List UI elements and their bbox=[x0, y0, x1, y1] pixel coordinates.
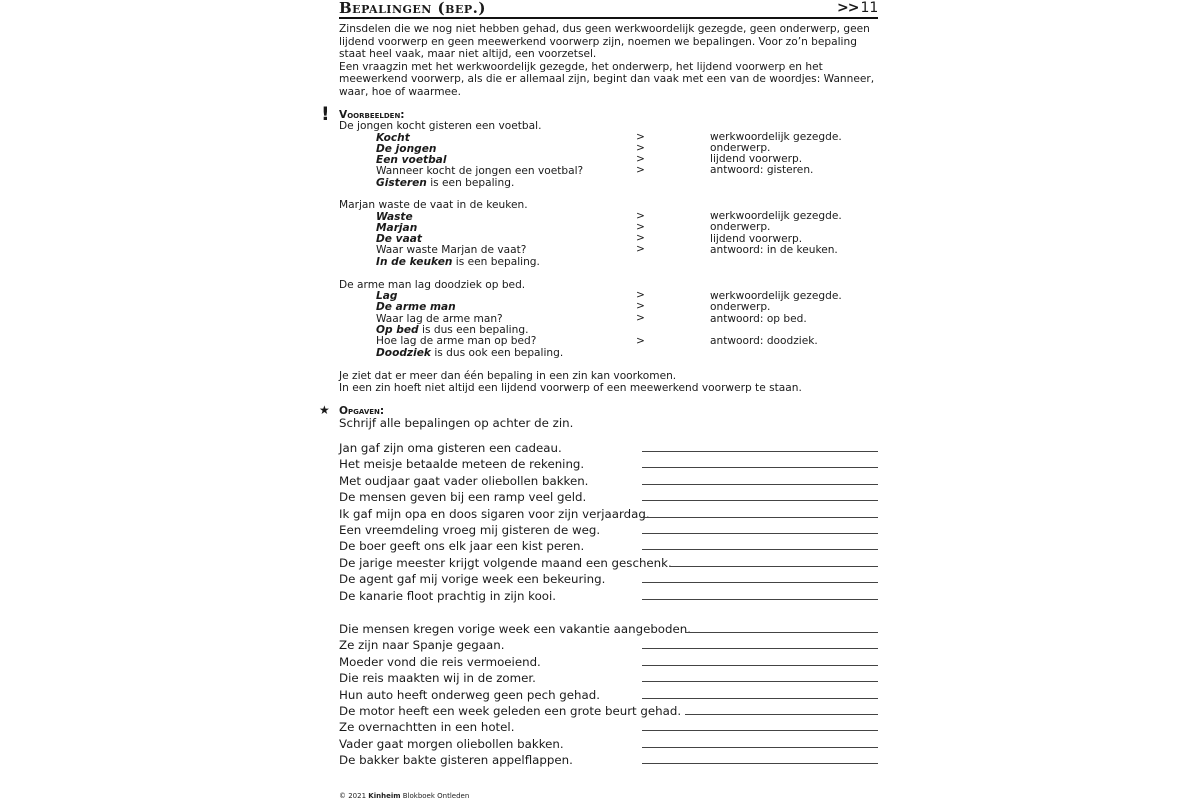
example-1-conclusion bbox=[376, 177, 514, 189]
answer-line[interactable] bbox=[642, 500, 878, 501]
example-3-answer-1: werkwoordelijk gezegde. bbox=[710, 290, 842, 302]
page-title: Bepalingen (bep.) bbox=[339, 0, 486, 17]
arrow-marker: > bbox=[636, 232, 645, 244]
answer-line[interactable] bbox=[642, 484, 878, 485]
example-2-answer-4: antwoord: in de keuken. bbox=[710, 244, 838, 256]
footer-book: Blokboek Ontleden bbox=[402, 792, 470, 800]
arrow-marker: > bbox=[636, 164, 645, 176]
exercise-sentence: Die mensen kregen vorige week een vakantie aangeboden. bbox=[339, 622, 691, 636]
answer-line[interactable] bbox=[642, 599, 878, 600]
exercise-sentence: De boer geeft ons elk jaar een kist peren. bbox=[339, 539, 585, 554]
exercise-sentence: De bakker bakte gisteren appelflappen. bbox=[339, 753, 573, 768]
arrow-marker: > bbox=[636, 210, 645, 222]
answer-line[interactable] bbox=[642, 648, 878, 649]
answer-line[interactable] bbox=[642, 451, 878, 452]
example-1-part-1: Kocht bbox=[376, 132, 410, 144]
exercise-sentence: De kanarie floot prachtig in zijn kooi. bbox=[339, 588, 557, 603]
note-2: In een zin hoeft niet altijd een lijdend voorwerp of een meewerkend voorwerp te staan. bbox=[339, 382, 802, 394]
example-2-part-1: Waste bbox=[376, 211, 413, 223]
exclamation-icon: ! bbox=[321, 103, 330, 125]
example-3-question-1: Waar lag de arme man? bbox=[376, 313, 503, 325]
intro-text bbox=[339, 23, 884, 98]
exercise-sentence: Ze zijn naar Spanje gegaan. bbox=[339, 638, 505, 653]
example-3-conclusion-1-rest: is dus een bepaling. bbox=[418, 324, 529, 336]
answer-line[interactable] bbox=[685, 714, 878, 715]
example-1-sentence: De jongen kocht gisteren een voetbal. bbox=[339, 120, 542, 132]
page-arrows: >> bbox=[837, 0, 859, 16]
example-2-sentence: Marjan waste de vaat in de keuken. bbox=[339, 199, 528, 211]
answer-line[interactable] bbox=[642, 747, 878, 748]
arrow-marker: > bbox=[636, 131, 645, 143]
footer-copyright: © 2021 bbox=[339, 792, 367, 800]
exercise-sentence: Ze overnachtten in een hotel. bbox=[339, 720, 515, 735]
exercise-sentence: De jarige meester krijgt volgende maand een geschenk. bbox=[339, 555, 672, 570]
intro-paragraph-1: Zinsdelen die we nog niet hebben gehad, dus geen werkwoordelijk gezegde, geen onderwerp, geen lijdend voorwerp en geen meewerkend voorwerp zijn, noemen we bepalingen. Voor zo’n bepaling staat heel vaak, maar niet altijd, een voorzetsel. bbox=[339, 23, 870, 60]
exercise-sentence: De mensen geven bij een ramp veel geld. bbox=[339, 490, 587, 505]
exercise-sentence: Het meisje betaalde meteen de rekening. bbox=[339, 457, 585, 472]
arrow-marker: > bbox=[636, 243, 645, 255]
example-2-conclusion-rest: is een bepaling. bbox=[452, 256, 540, 268]
example-3-part-1: Lag bbox=[376, 290, 398, 302]
arrow-marker: > bbox=[636, 289, 645, 301]
arrow-marker: > bbox=[636, 312, 645, 324]
answer-line[interactable] bbox=[642, 698, 878, 699]
exercise-sentence: De agent gaf mij vorige week een bekeuring. bbox=[339, 572, 606, 587]
example-3-answer-2: onderwerp. bbox=[710, 301, 771, 313]
example-3-conclusion-2-rest: is dus ook een bepaling. bbox=[430, 347, 564, 359]
example-1-answer-2: onderwerp. bbox=[710, 142, 771, 154]
footer-publisher: Kinheim bbox=[368, 792, 401, 800]
page-number bbox=[837, 0, 878, 16]
exercise-sentence: Hun auto heeft onderweg geen pech gehad. bbox=[339, 687, 601, 702]
exercise-sentence: Ik gaf mijn opa en doos sigaren voor zijn verjaardag. bbox=[339, 506, 650, 521]
answer-line[interactable] bbox=[642, 763, 878, 764]
example-1-conclusion-part: Gisteren bbox=[376, 177, 427, 189]
answer-line[interactable] bbox=[670, 566, 878, 567]
example-3-answer-4: antwoord: doodziek. bbox=[710, 335, 818, 347]
intro-paragraph-2: Een vraagzin met het werkwoordelijk gezegde, het onderwerp, het lijdend voorwerp en het meewerkend voorwerp, als die er allemaal zijn, begint dan vaak met een van de woordjes: Wanneer, waar, hoe of waarmee. bbox=[339, 60, 875, 98]
answer-line[interactable] bbox=[642, 582, 878, 583]
answer-line[interactable] bbox=[642, 533, 878, 534]
answer-line[interactable] bbox=[642, 730, 878, 731]
answer-line[interactable] bbox=[642, 517, 878, 518]
exercise-sentence: Moeder vond die reis vermoeiend. bbox=[339, 654, 541, 669]
exercise-sentence: Met oudjaar gaat vader oliebollen bakken. bbox=[339, 473, 589, 488]
exercise-sentence: Vader gaat morgen oliebollen bakken. bbox=[339, 736, 564, 751]
example-2-part-2: Marjan bbox=[376, 222, 418, 234]
example-2-part-3: De vaat bbox=[376, 233, 422, 245]
example-2-answer-1: werkwoordelijk gezegde. bbox=[710, 210, 842, 222]
example-2-question: Waar waste Marjan de vaat? bbox=[376, 244, 527, 256]
example-1-answer-3: lijdend voorwerp. bbox=[710, 153, 803, 165]
exercise-sentence: Jan gaf zijn oma gisteren een cadeau. bbox=[339, 441, 562, 455]
arrow-marker: > bbox=[636, 335, 645, 347]
example-1-conclusion-rest: is een bepaling. bbox=[426, 177, 515, 189]
example-3-answer-3: antwoord: op bed. bbox=[710, 313, 807, 325]
page-number-value: 11 bbox=[860, 0, 879, 16]
exercise-sentence: De motor heeft een week geleden een grote beurt gehad. bbox=[339, 704, 682, 718]
exercise-sentence: Een vreemdeling vroeg mij gisteren de weg. bbox=[339, 523, 601, 537]
answer-line[interactable] bbox=[685, 632, 878, 633]
example-3-conclusion-1-part: Op bed bbox=[376, 324, 419, 336]
exercises-instruction: Schrijf alle bepalingen op achter de zin. bbox=[339, 416, 574, 430]
arrow-marker: > bbox=[636, 142, 645, 154]
example-3-sentence: De arme man lag doodziek op bed. bbox=[339, 279, 526, 291]
star-icon: ★ bbox=[319, 403, 330, 417]
arrow-marker: > bbox=[636, 153, 645, 165]
example-3-conclusion-2 bbox=[376, 347, 563, 359]
note-1: Je ziet dat er meer dan één bepaling in een zin kan voorkomen. bbox=[339, 370, 677, 382]
footer bbox=[339, 792, 469, 800]
answer-line[interactable] bbox=[642, 681, 878, 682]
arrow-marker: > bbox=[636, 221, 645, 233]
example-2-conclusion bbox=[376, 256, 540, 268]
example-1-part-2: De jongen bbox=[376, 143, 437, 155]
exercise-sentence: Die reis maakten wij in de zomer. bbox=[339, 671, 536, 686]
example-2-conclusion-part: In de keuken bbox=[376, 256, 453, 268]
answer-line[interactable] bbox=[642, 665, 878, 666]
examples-heading: Voorbeelden: bbox=[339, 109, 405, 121]
answer-line[interactable] bbox=[642, 467, 878, 468]
example-3-question-2: Hoe lag de arme man op bed? bbox=[376, 335, 537, 347]
example-2-answer-2: onderwerp. bbox=[710, 221, 771, 233]
answer-line[interactable] bbox=[642, 549, 878, 550]
example-1-answer-4: antwoord: gisteren. bbox=[710, 164, 814, 176]
example-1-answer-1: werkwoordelijk gezegde. bbox=[710, 131, 842, 143]
arrow-marker: > bbox=[636, 300, 645, 312]
example-1-question: Wanneer kocht de jongen een voetbal? bbox=[376, 165, 584, 177]
example-2-answer-3: lijdend voorwerp. bbox=[710, 233, 803, 245]
exercises-heading: Opgaven: bbox=[339, 405, 385, 417]
example-3-part-2: De arme man bbox=[376, 301, 456, 313]
example-3-conclusion-2-part: Doodziek bbox=[376, 347, 431, 359]
header-rule bbox=[339, 17, 878, 19]
example-1-part-3: Een voetbal bbox=[376, 154, 447, 166]
